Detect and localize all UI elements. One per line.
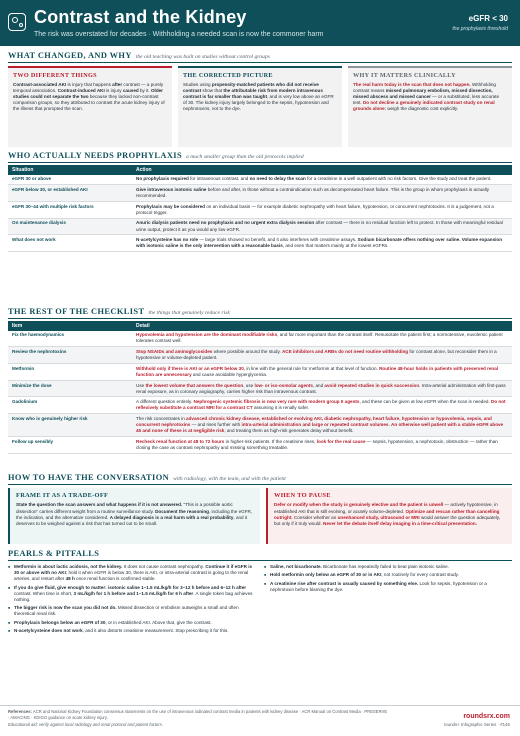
bold-text: A creatinine rise after contrast is usually caused by something else. xyxy=(270,580,419,586)
column-header-action: Action xyxy=(132,165,512,175)
emphasis-text: Defer or modify when the study is genuinely elective and the patient is unwell xyxy=(274,502,444,508)
table-row xyxy=(8,185,512,202)
body-text: would answer the question adequately, but only if it truly would. xyxy=(274,514,501,526)
body-text: after contrast — there is no residual function left to protect. In those with meaningful residual urine output, protect it as you would any low eGFR. xyxy=(136,220,503,232)
bold-text: after xyxy=(112,82,123,88)
row-detail xyxy=(132,331,512,347)
body-text: , use xyxy=(243,382,255,388)
emphasis-text: Nephrogenic systemic fibrosis is now very rare with modern group II agents xyxy=(193,399,360,405)
list-item xyxy=(8,620,254,626)
panel-heading: FRAME IT AS A TRADE-OFF xyxy=(16,492,109,499)
body-text: The risk concentrates in xyxy=(136,415,187,421)
bold-text: 48 h xyxy=(65,576,75,582)
emphasis-text: low- or iso-osmolar agents xyxy=(254,382,313,388)
body-text: . A single token bag achieves nothing. xyxy=(14,590,253,602)
body-text: "This is a possible aortic dissection" carries different weight from a routine surveillance study. xyxy=(16,502,233,514)
list-item xyxy=(8,564,254,582)
body-text: Missed dissection or embolism outweighs a small and often theoretical renal risk. xyxy=(14,605,239,617)
bold-text: If you do give fluid, give enough to matter: isotonic saline 1–1.5 mL/kg/h for 3–12 h before and 6–12 h after xyxy=(14,584,247,590)
body-text: is injury xyxy=(104,88,123,94)
bold-text: Sodium bicarbonate offers nothing over saline. Volume expansion with isotonic saline is the only intervention with a reasonable basis xyxy=(136,237,503,249)
emphasis-text: intra-arterial administration and large or repeated contrast volumes xyxy=(241,422,389,428)
emphasis-text: the lowest volume that answers the question xyxy=(145,382,244,388)
body-text: is injury that happens xyxy=(66,82,113,88)
table-row xyxy=(8,436,512,453)
panel-body xyxy=(274,502,506,526)
emphasis-text: Do not decline a genuinely indicated contrast study on renal grounds alone xyxy=(353,100,495,112)
column-header-item: Item xyxy=(8,321,132,331)
row-label: What does not work xyxy=(8,235,132,252)
list-item xyxy=(8,628,254,634)
footer-brand xyxy=(444,712,510,728)
row-label: Gadolinium xyxy=(8,397,132,414)
body-text: , and these can be given at low eGFR when the scan is needed. xyxy=(359,399,491,405)
card-corrected-picture xyxy=(178,66,342,147)
emphasis-text: Do not reflexively substitute a contrast MRI for a contrast CT xyxy=(136,399,506,411)
emphasis-text: Optimize and rescan rather than cancelling outright. xyxy=(274,508,500,520)
bold-text: Saline, not bicarbonate. xyxy=(270,564,322,569)
body-text: — sepsis, hypotension, a nephrotoxin, obstruction — rather than closing the case as contrast nephropathy and missing something treatable. xyxy=(136,438,498,450)
body-text: , and far more important than the contrast itself. Resuscitate the patient first; a normotensive, euvolemic patient tolerates contrast well. xyxy=(136,332,503,344)
section-title-pearls xyxy=(8,548,99,559)
list-item xyxy=(8,585,254,603)
body-text: once renal function is confirmed stable. xyxy=(74,576,156,582)
body-text: . xyxy=(388,422,392,428)
page-subtitle: The risk was overstated for decades · Withholding a needed scan is now the commoner harm xyxy=(34,31,324,38)
body-text: Bicarbonate has repeatedly failed to beat plain isotonic saline. xyxy=(321,564,450,569)
table-row xyxy=(8,380,512,397)
bold-text: Contrast-associated AKI xyxy=(13,82,67,88)
body-text: — large trials showed no benefit, and it also interferes with creatinine assays. xyxy=(198,237,358,243)
prophylaxis-table xyxy=(8,165,512,252)
emphasis-text: Recheck renal function at 48 to 72 hours xyxy=(136,438,225,444)
row-label: Metformin xyxy=(8,364,132,381)
section-heading: HOW TO HAVE THE CONVERSATION xyxy=(8,473,170,482)
body-text: Withholding contrast means xyxy=(353,82,496,94)
section-heading: WHAT CHANGED, AND WHY xyxy=(8,51,132,60)
table-row xyxy=(8,414,512,437)
pearls-right-column xyxy=(264,564,512,595)
body-text: , including the eGFR, the indication, and the alternative considered. xyxy=(16,508,253,520)
bold-text: 3 mL/kg/h for 1 h before and 1–1.5 mL/kg/h for 6 h after xyxy=(73,590,194,596)
row-label: Fix the haemodynamics xyxy=(8,331,132,347)
body-text: , and xyxy=(312,382,325,388)
bold-text: N-acetylcysteine has no role xyxy=(136,237,199,243)
body-text: Consider whether an xyxy=(292,514,338,520)
body-text: Look for sepsis, hypotension or a nephrotoxin before blaming the dye. xyxy=(270,580,487,592)
section-title-prophylaxis xyxy=(8,150,304,161)
card-body xyxy=(353,82,507,112)
body-text: , and it also distorts creatinine measurement. Stop prescribing it for this. xyxy=(82,628,229,634)
emphasis-text: Hypovolemia and hypotension are the dominant modifiable risks xyxy=(136,332,278,338)
panel-frame-trade-off xyxy=(8,488,260,544)
section-divider xyxy=(8,318,512,319)
body-text: and cause avoidable hyperglycemia. xyxy=(191,371,268,377)
row-label: On maintenance dialysis xyxy=(8,218,132,235)
pearls-left-column xyxy=(8,564,254,637)
body-text: ; weigh the diagnostic cost explicitly. xyxy=(384,106,459,112)
table-row xyxy=(8,235,512,252)
page-title: Contrast and the Kidney xyxy=(34,7,247,27)
section-title-checklist xyxy=(8,306,230,317)
bold-text: Document the reasoning xyxy=(155,508,209,514)
card-body xyxy=(183,82,337,112)
table-row xyxy=(8,397,512,414)
emphasis-text: avoid repeated studies in quick succession xyxy=(324,382,420,388)
emphasis-text: look for the real cause xyxy=(316,438,366,444)
body-text: for a creatinine in a well outpatient with no risk factors. Give the study and treat the patient. xyxy=(305,176,492,182)
card-two-different-things xyxy=(8,66,172,147)
emphasis-text: advanced chronic kidney disease, established or evolving AKI, diabetic nephropathy, heart failure, hypotension or hypovolemia, sepsis, and concurrent nephrotoxins xyxy=(136,415,492,428)
table-row xyxy=(8,175,512,185)
body-text: by it. xyxy=(138,88,151,94)
emphasis-text: An otherwise well patient with a stable eGFR above 45 and none of these is at negligible risk xyxy=(136,422,504,434)
emphasis-text: unenhanced study, ultrasound or MRI xyxy=(337,514,420,520)
section-note: the things that genuinely reduce risk xyxy=(148,310,230,316)
bold-text: No prophylaxis required xyxy=(136,176,189,182)
table-header-row xyxy=(8,165,512,175)
body-text: assuming it is renally safer. xyxy=(252,405,310,411)
section-title-conversation xyxy=(8,472,286,483)
row-detail xyxy=(132,175,512,185)
body-text: , and treating them as high-risk generates delay without benefit. xyxy=(224,428,354,434)
row-detail xyxy=(132,436,512,453)
row-detail xyxy=(132,380,512,397)
body-text: — and rises further with xyxy=(190,422,242,428)
row-detail xyxy=(132,347,512,364)
bold-text: the attributable risk from modern intravenous contrast is far smaller than was taught xyxy=(183,88,323,100)
site-link[interactable]: roundsrx.com xyxy=(463,713,510,720)
bold-text: Prophylaxis may be considered xyxy=(136,203,205,209)
card-heading: WHY IT MATTERS CLINICALLY xyxy=(353,72,456,79)
table-row xyxy=(8,347,512,364)
list-item xyxy=(8,605,254,617)
body-text: , and it deserves to be weighed against a risk that has turned out to be small. xyxy=(16,514,248,526)
series-label: rounds+ Infographic Series · #145 xyxy=(443,722,510,728)
table-row xyxy=(8,201,512,218)
column-header-detail: Detail xyxy=(132,321,512,331)
card-heading: THE CORRECTED PICTURE xyxy=(183,72,273,79)
section-note: a much smaller group than the old protocols implied xyxy=(186,154,304,160)
emphasis-text: ACE inhibitors and ARBs do not need routine withholding xyxy=(281,349,409,355)
emphasis-text: Stop NSAIDs and aminoglycosides xyxy=(136,349,213,355)
body-text: because they lacked non-contrast comparison groups, so they attributed to contrast the acute kidney injury of the illness that prompted the scan. xyxy=(13,94,165,112)
bold-text: The bigger risk is now the scan you did not do. xyxy=(14,605,117,611)
row-label: Review the nephrotoxins xyxy=(8,347,132,364)
row-detail xyxy=(132,218,512,235)
section-heading: THE REST OF THE CHECKLIST xyxy=(8,307,145,316)
emphasis-text: Routine 48-hour holds in patients with preserved renal function are unnecessary xyxy=(136,365,499,377)
body-text: , in line with the general rule for metformin at that level of function. xyxy=(243,365,380,371)
footer xyxy=(0,705,520,736)
list-item xyxy=(264,581,512,593)
body-text: Studies using xyxy=(183,82,212,88)
bold-text: no need to delay the scan xyxy=(249,176,306,182)
row-label: Know who is genuinely higher risk xyxy=(8,414,132,437)
section-divider xyxy=(8,162,512,163)
body-text: A different question entirely. xyxy=(136,399,194,405)
body-text: . Intra-arterial administration with first-pass renal exposure, as in coronary angiography, carries higher risk than intravenous contrast. xyxy=(136,382,506,394)
card-why-it-matters xyxy=(348,66,512,147)
body-text: Use xyxy=(136,382,146,388)
section-heading: WHO ACTUALLY NEEDS PROPHYLAXIS xyxy=(8,151,183,160)
bold-text: Metformin is about lactic acidosis, not the kidney. xyxy=(14,564,123,569)
row-detail xyxy=(132,397,512,414)
bold-text: Anuric dialysis patients need no prophylaxis and no urgent extra dialysis session xyxy=(136,220,315,226)
body-text: on an individual basis — for example diabetic nephropathy with heart failure, hypotension, or concurrent nephrotoxins. It is a judgement, not a protocol trigger. xyxy=(136,203,494,215)
bold-text: State the question the scan answers and what happens if it is not answered. xyxy=(16,502,183,508)
bold-text: N-acetylcysteine does not work xyxy=(14,628,83,634)
body-text: for intravenous contrast, and xyxy=(188,176,250,182)
section-heading: PEARLS & PITFALLS xyxy=(8,549,100,558)
bold-text: Older studies could not separate the two xyxy=(13,88,163,100)
row-detail xyxy=(132,364,512,381)
table-row xyxy=(8,364,512,381)
bold-text: Give intravenous isotonic saline xyxy=(136,187,207,193)
row-label: eGFR below 30, or established AKI xyxy=(8,185,132,202)
body-text: , and even that matters mainly at the lowest eGFRs. xyxy=(282,243,389,249)
emphasis-text: Never let the debate itself delay imaging in a time-critical presentation. xyxy=(323,520,477,526)
body-text: , and is very low above an eGFR of 30. The kidney injury largely belonged to the sepsis, hypotension and nephrotoxins, not to the dye. xyxy=(183,94,334,112)
body-text: before and after, in those without a contraindication such as decompensated heart failure. This is the group in whom prophylaxis is actually recommended. xyxy=(136,187,490,199)
disclaimer-text: Educational aid; verify against local radiology and renal protocol and patient factors. xyxy=(8,721,164,727)
bold-text: Contrast-induced AKI xyxy=(57,88,105,94)
body-text: contrast — a purely temporal association. xyxy=(13,82,164,94)
section-title-what-changed xyxy=(8,50,270,61)
body-text: It does not cause contrast nephropathy. xyxy=(122,564,206,569)
bold-text: Prophylaxis belongs below an eGFR of 30 xyxy=(14,619,106,625)
bold-text: Continue it if eGFR is 30 or above with no AKI xyxy=(14,564,253,576)
body-text: , not routinely for every contrast study. xyxy=(381,572,459,578)
header-banner xyxy=(0,0,520,46)
row-label: eGFR 30–44 with multiple risk factors xyxy=(8,201,132,218)
bold-text: propensity-matched patients who did not receive contrast xyxy=(183,82,319,94)
row-detail xyxy=(132,414,512,437)
panel-body xyxy=(16,502,254,526)
table-row xyxy=(8,331,512,347)
card-heading: TWO DIFFERENT THINGS xyxy=(13,72,97,79)
section-divider xyxy=(8,560,512,561)
body-text: in higher-risk patients. If the creatinine rises, xyxy=(224,438,317,444)
emphasis-text: Withhold only if there is AKI or an eGFR below 30 xyxy=(136,365,244,371)
column-header-situation: Situation xyxy=(8,165,132,175)
references-label: References: xyxy=(8,709,32,714)
list-item xyxy=(264,572,512,578)
panel-when-to-pause xyxy=(266,488,512,544)
body-text: — actively hypotensive, in established AKI that is still evolving, or acutely volume-depleted. xyxy=(274,502,498,514)
row-label: Follow up sensibly xyxy=(8,436,132,453)
row-label: eGFR 30 or above xyxy=(8,175,132,185)
card-body xyxy=(13,82,167,112)
table-header-row xyxy=(8,321,512,331)
checklist-table xyxy=(8,321,512,454)
footer-references xyxy=(8,709,388,728)
body-text: for contrast alone, but reconsider them in a hypotensive or volume-depleted patient. xyxy=(136,349,497,361)
bold-text: caused xyxy=(122,88,139,94)
bold-text: missed pulmonary embolism, missed dissection, missed abscess and missed cancer xyxy=(353,88,493,100)
row-detail xyxy=(132,185,512,202)
body-text: where possible around the study. xyxy=(212,349,282,355)
row-detail xyxy=(132,235,512,252)
references-text: ACR and National Kidney Foundation consensus statements on the use of intravenous iodinated contrast media in patients with kidney disease · ACR Manual on Contrast Media · PRESERVE · AMACING · KDIGO guidance on acute kidney injury. xyxy=(8,709,388,721)
section-divider xyxy=(8,62,512,63)
kidney-logo-icon xyxy=(8,13,26,31)
threshold-badge-value: eGFR < 30 xyxy=(468,14,508,23)
row-detail xyxy=(132,201,512,218)
row-label: Minimize the dose xyxy=(8,380,132,397)
body-text: ; hold it when eGFR is below 30, there is AKI, or intra-arterial contrast is going to the renal arteries, and restart after xyxy=(14,570,249,582)
bold-text: Hold metformin only below an eGFR of 30 or in AKI xyxy=(270,572,382,578)
threshold-badge-caption: the prophylaxis threshold xyxy=(452,25,508,32)
list-item xyxy=(264,564,512,570)
body-text: — or a substituted, less accurate test. xyxy=(353,94,500,106)
section-note: the old teaching was built on studies without control groups xyxy=(135,54,270,60)
section-note: with radiology, with the team, and with the patient xyxy=(173,476,286,482)
body-text: show that xyxy=(201,88,224,94)
body-text: , or in established AKI. Above that, give the contrast. xyxy=(105,619,212,625)
panel-heading: WHEN TO PAUSE xyxy=(274,492,331,499)
body-text: contrast. When time is short, xyxy=(14,590,74,596)
bold-text: A delayed diagnosis is a real harm with a real probability xyxy=(109,514,234,520)
section-divider xyxy=(8,484,512,485)
emphasis-text: The real harm today is the scan that does not happen. xyxy=(353,82,471,88)
table-row xyxy=(8,218,512,235)
threshold-badge xyxy=(452,14,508,32)
